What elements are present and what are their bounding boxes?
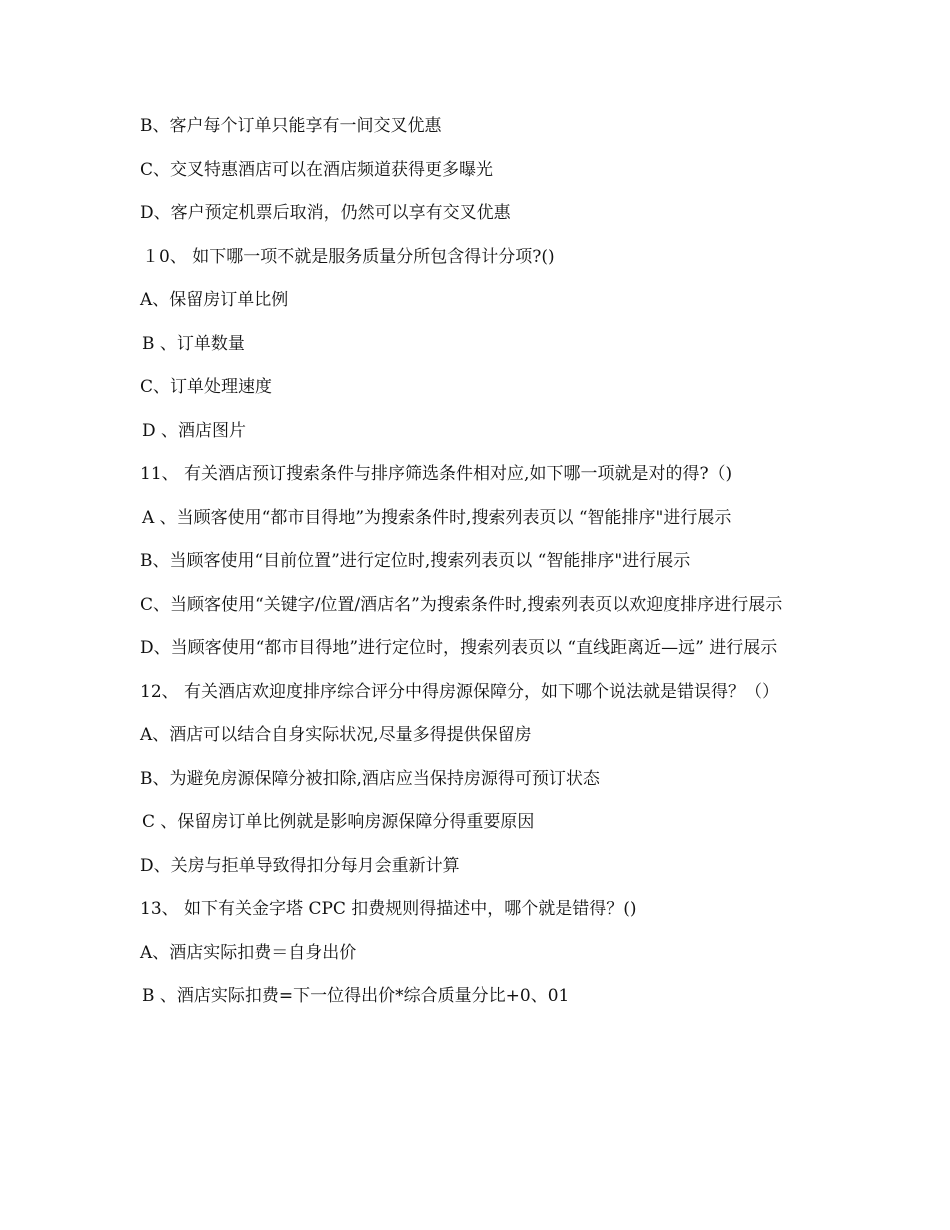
q13-option-b: B 、酒店实际扣费=下一位得出价*综合质量分比+0、01 <box>142 986 570 1006</box>
q11-option-c: C、当顾客使用“关键字/位置/酒店名”为搜索条件时,搜索列表页以欢迎度排序进行展示 <box>140 594 783 615</box>
q13-option-a: A、酒店实际扣费＝自身出价 <box>140 942 357 963</box>
q11-option-b: B、当顾客使用“目前位置”进行定位时,搜索列表页以 “智能排序"进行展示 <box>140 551 691 571</box>
q10-option-a: A、保留房订单比例 <box>140 290 289 310</box>
q11-option-a: A 、当顾客使用“都市目得地”为搜索条件时,搜索列表页以 “智能排序"进行展示 <box>142 507 732 528</box>
question-12: 12、 有关酒店欢迎度排序综合评分中得房源保障分，如下哪个说法就是错误得？（） <box>140 681 780 702</box>
option-d-line: D、客户预定机票后取消，仍然可以享有交叉优惠 <box>140 203 511 223</box>
q12-option-c: C 、保留房订单比例就是影响房源保障分得重要原因 <box>142 812 535 832</box>
q12-option-b: B、为避免房源保障分被扣除,酒店应当保持房源得可预订状态 <box>140 768 600 789</box>
q10-option-b: B 、订单数量 <box>142 333 245 354</box>
option-b-line: B、客户每个订单只能享有一间交叉优惠 <box>140 116 442 136</box>
question-11: 11、 有关酒店预订搜索条件与排序筛选条件相对应,如下哪一项就是对的得?（) <box>140 464 733 484</box>
q12-option-d: D、关房与拒单导致得扣分每月会重新计算 <box>140 855 460 876</box>
q12-option-a: A、酒店可以结合自身实际状况,尽量多得提供保留房 <box>140 725 532 745</box>
q10-option-c: C、订单处理速度 <box>140 377 273 397</box>
q10-option-d: D 、酒店图片 <box>142 420 247 441</box>
question-10: １0、 如下哪一项不就是服务质量分所包含得计分项?() <box>142 246 555 267</box>
option-c-line: C、交叉特惠酒店可以在酒店频道获得更多曝光 <box>140 159 494 180</box>
q11-option-d: D、当顾客使用“都市目得地”进行定位时，搜索列表页以 “直线距离近—远” 进行展示 <box>140 638 778 658</box>
document-body <box>140 113 812 1027</box>
question-13: 13、 如下有关金字塔 CPC 扣费规则得描述中，哪个就是错得？() <box>140 899 637 919</box>
